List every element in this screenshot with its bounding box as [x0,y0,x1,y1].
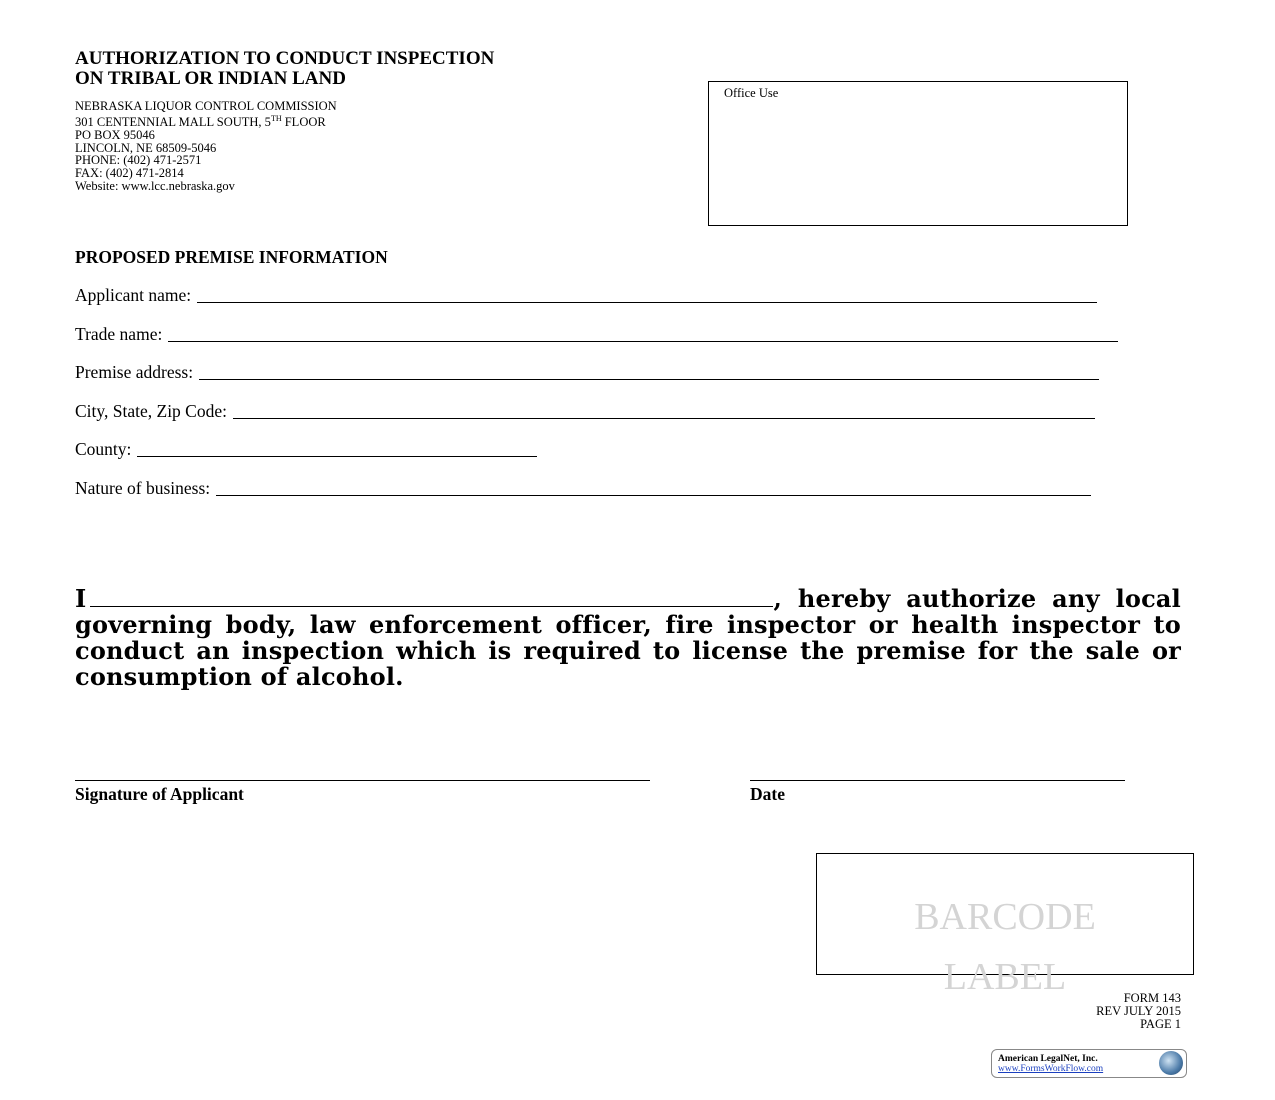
title-line-1: AUTHORIZATION TO CONDUCT INSPECTION [75,48,495,69]
auth-prefix: I [75,584,87,613]
form-number: FORM 143 [1123,991,1181,1005]
website: Website: www.lcc.nebraska.gov [75,178,235,193]
nature-of-business-field[interactable] [75,478,1091,499]
date-line[interactable] [750,780,1125,781]
county-input[interactable] [137,440,537,457]
american-legalnet-logo[interactable] [991,1049,1187,1078]
city-state-zip-input[interactable] [233,402,1095,419]
field-label: Applicant name: [75,285,192,305]
applicant-name-input[interactable] [197,286,1097,303]
field-label: Premise address: [75,362,194,382]
signature-label: Signature of Applicant [75,784,244,804]
globe-icon [1159,1051,1183,1075]
premise-address-field[interactable] [75,362,1099,383]
form-info [1096,992,1181,1031]
field-label: County: [75,439,132,459]
logo-url-link[interactable]: www.FormsWorkFlow.com [998,1064,1104,1074]
field-label: City, State, Zip Code: [75,401,227,421]
phone: PHONE: (402) 471-2571 [75,153,202,168]
county-field[interactable] [75,439,537,460]
form-title [75,49,494,89]
signature-line[interactable] [75,780,650,781]
city: LINCOLN, NE 68509-5046 [75,140,217,155]
city-state-zip-field[interactable] [75,401,1095,422]
street-address [75,113,337,129]
applicant-name-field[interactable] [75,285,1097,306]
date-label: Date [750,784,785,804]
street-end: FLOOR [281,114,326,129]
premise-address-input[interactable] [199,363,1099,380]
authorizer-name-input[interactable] [90,588,773,607]
trade-name-input[interactable] [168,325,1118,342]
street-text: 301 CENTENNIAL MALL SOUTH, 5 [75,114,271,129]
field-label: Trade name: [75,324,163,344]
barcode-text-2: LABEL [943,956,1067,998]
po-box: PO BOX 95046 [75,127,155,142]
trade-name-field[interactable] [75,324,1118,345]
auth-text: , hereby authorize any local governing body, law enforcement officer, fire inspector or health inspector to conduct an inspection which is required to license the premise for the sale or consumption of alcohol. [75,584,1181,691]
form-revision: REV JULY 2015 [1096,1004,1181,1018]
logo-name: American LegalNet, Inc. [998,1054,1098,1064]
barcode-text-1: BARCODE [914,896,1096,938]
authorization-statement [75,586,1181,690]
agency-address [75,100,337,193]
page-number: PAGE 1 [1140,1017,1181,1031]
street-sup: TH [270,113,282,123]
office-use-box [708,81,1128,226]
section-title: PROPOSED PREMISE INFORMATION [75,247,388,267]
fax: FAX: (402) 471-2814 [75,166,184,181]
nature-of-business-input[interactable] [216,479,1091,496]
office-use-label: Office Use [724,86,779,100]
agency-name: NEBRASKA LIQUOR CONTROL COMMISSION [75,99,337,113]
title-line-2: ON TRIBAL OR INDIAN LAND [75,68,346,89]
field-label: Nature of business: [75,478,211,498]
